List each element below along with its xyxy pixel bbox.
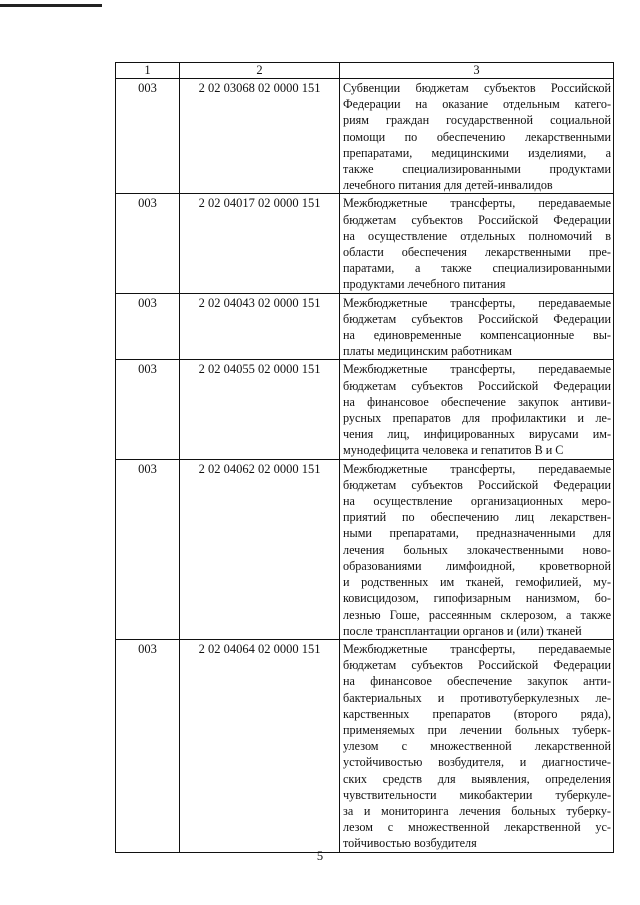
- table-row: [116, 194, 614, 293]
- description-line: карственных препаратов (второго ряда),: [343, 706, 611, 721]
- description-line: Межбюджетные трансферты, передаваемые: [343, 641, 611, 656]
- description-cell: [340, 639, 614, 852]
- description-line: чения лиц, инфицированных вирусами им-: [343, 427, 611, 442]
- budget-classification-code-cell: 2 02 04055 02 0000 151: [180, 360, 340, 459]
- description-cell: [340, 360, 614, 459]
- admin-code-cell: 003: [116, 459, 180, 639]
- description-line: Межбюджетные трансферты, передаваемые: [343, 196, 611, 211]
- page-number: 5: [316, 849, 324, 863]
- description-line: ковисцидозом, гипофизарным нанизмом, бо-: [343, 591, 611, 606]
- description-line: чувствительности микобактерии туберкуле-: [343, 787, 611, 802]
- description-cell: [340, 459, 614, 639]
- description-line: применяемых при лечении больных туберк-: [343, 722, 611, 737]
- description-line: паратами, а также специализированными: [343, 261, 611, 276]
- budget-classification-code-cell: 2 02 03068 02 0000 151: [180, 79, 340, 194]
- description-line: тойчивостью возбудителя: [343, 836, 477, 851]
- description-line: Субвенции бюджетам субъектов Российской: [343, 81, 611, 95]
- description-line: на осуществление организационных меро-: [343, 494, 611, 509]
- budget-classification-code-cell: 2 02 04017 02 0000 151: [180, 194, 340, 293]
- description-line: также специализированными продуктами: [343, 162, 611, 177]
- admin-code-cell: 003: [116, 194, 180, 293]
- description-line: лезнью Гоше, рассеянным склерозом, а также: [343, 607, 611, 622]
- description-line: ными препаратами, предназначенными для: [343, 526, 611, 541]
- description-line: на финансовое обеспечение закупок анти-: [343, 674, 611, 689]
- description-line: бюджетам субъектов Российской Федерации: [343, 311, 611, 326]
- description-line: после трансплантации органов и (или) тканей: [343, 623, 582, 638]
- budget-classification-code-cell: 2 02 04062 02 0000 151: [180, 459, 340, 639]
- description-line: бюджетам субъектов Российской Федерации: [343, 658, 611, 673]
- column-header-1: 1: [116, 63, 180, 79]
- description-line: на осуществление отдельных полномочий в: [343, 228, 611, 243]
- description-line: за и мониторинга лечения больных туберку-: [343, 803, 611, 818]
- description-cell: [340, 194, 614, 293]
- description-line: образованиями лимфоидной, кроветворной: [343, 558, 611, 573]
- scan-edge-mark: [0, 4, 102, 7]
- description-line: на единовременные компенсационные вы-: [343, 328, 611, 343]
- column-header-3: 3: [340, 63, 614, 79]
- budget-classification-code-cell: 2 02 04064 02 0000 151: [180, 639, 340, 852]
- description-line: ских средств для выявления, определения: [343, 771, 611, 786]
- description-line: приятий по обеспечению лиц лекарствен-: [343, 510, 611, 525]
- description-line: лезом с множественной лекарственной ус-: [343, 820, 611, 835]
- description-line: бюджетам субъектов Российской Федерации: [343, 212, 611, 227]
- description-cell: [340, 293, 614, 360]
- description-line: бюджетам субъектов Российской Федерации: [343, 477, 611, 492]
- description-line: на финансовое обеспечение закупок антиви-: [343, 394, 611, 409]
- description-line: устойчивостью возбудителя, и диагностиче-: [343, 755, 611, 770]
- description-line: и родственных им тканей, гемофилией, му-: [343, 575, 611, 590]
- description-line: помощи по обеспечению лекарственными: [343, 129, 611, 144]
- description-line: Межбюджетные трансферты, передаваемые: [343, 362, 611, 377]
- description-line: Федерации на оказание отдельным катего-: [343, 97, 611, 112]
- table-row: [116, 459, 614, 639]
- description-line: препаратами, медицинскими изделиями, а: [343, 145, 611, 160]
- description-line: бюджетам субъектов Российской Федерации: [343, 378, 611, 393]
- budget-classification-code-cell: 2 02 04043 02 0000 151: [180, 293, 340, 360]
- description-line: Межбюджетные трансферты, передаваемые: [343, 461, 611, 476]
- admin-code-cell: 003: [116, 360, 180, 459]
- table-row: [116, 79, 614, 194]
- description-line: лечебного питания для детей-инвалидов: [343, 178, 553, 193]
- table-header-row: [116, 63, 614, 79]
- description-line: платы медицинским работникам: [343, 344, 512, 359]
- description-line: продуктами лечебного питания: [343, 277, 506, 292]
- description-line: русных препаратов для профилактики и ле-: [343, 411, 611, 426]
- admin-code-cell: 003: [116, 293, 180, 360]
- description-line: бактериальных и противотуберкулезных ле-: [343, 690, 611, 705]
- description-cell: [340, 79, 614, 194]
- description-line: лечения больных злокачественными ново-: [343, 542, 611, 557]
- table-row: [116, 639, 614, 852]
- description-line: области обеспечения лекарственными пре-: [343, 245, 611, 260]
- description-line: мунодефицита человека и гепатитов В и С: [343, 443, 564, 458]
- budget-codes-table: [115, 62, 614, 853]
- table-row: [116, 360, 614, 459]
- description-line: Межбюджетные трансферты, передаваемые: [343, 295, 611, 310]
- column-header-2: 2: [180, 63, 340, 79]
- description-line: улезом с множественной лекарственной: [343, 739, 611, 754]
- table-row: [116, 293, 614, 360]
- admin-code-cell: 003: [116, 79, 180, 194]
- description-line: риям граждан государственной социальной: [343, 113, 611, 128]
- admin-code-cell: 003: [116, 639, 180, 852]
